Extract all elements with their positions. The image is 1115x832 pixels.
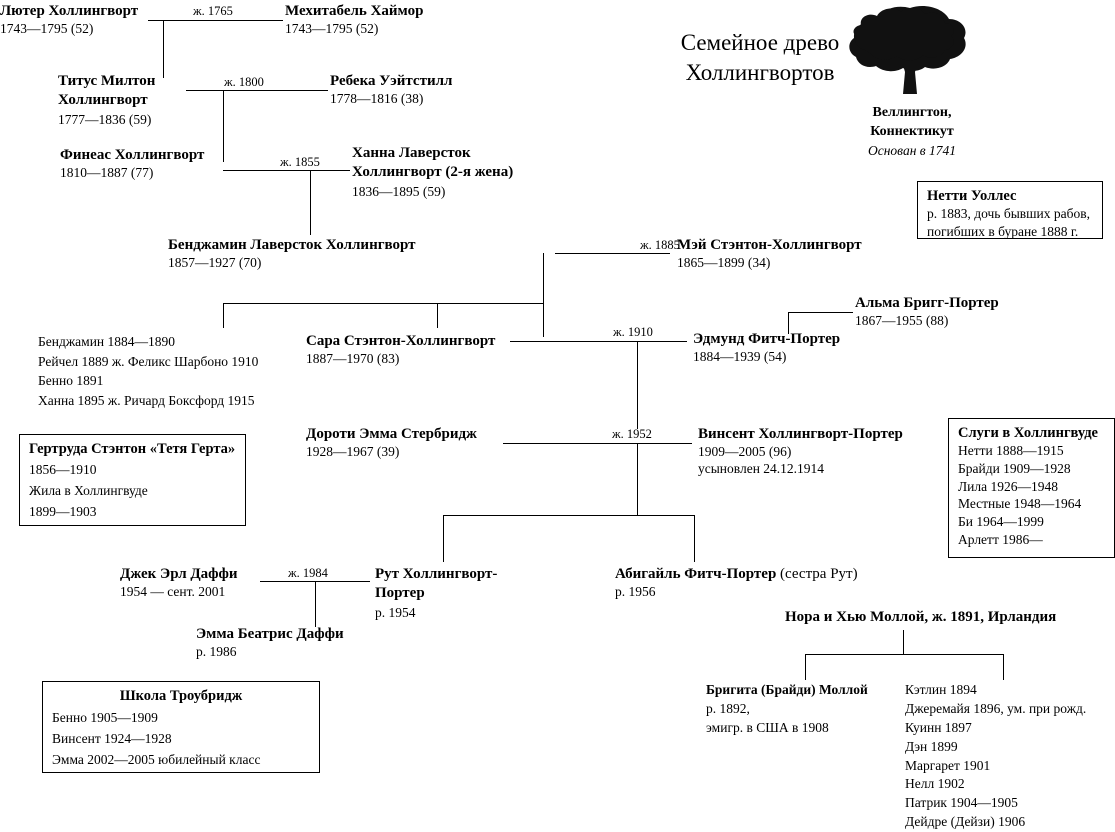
- box-line: р. 1883, дочь бывших рабов,: [927, 206, 1091, 221]
- person-name: Эдмунд Фитч-Портер: [693, 331, 841, 347]
- person-name: Мехитабель Хаймор: [285, 3, 424, 19]
- person-name: Рут Холлингворт-: [375, 566, 498, 582]
- person-name: Нора и Хью Моллой, ж. 1891, Ирландия: [785, 609, 1057, 625]
- person-dates: 1810—1887 (77): [60, 164, 154, 180]
- list-item: Дэн 1899: [905, 738, 958, 754]
- person-name: Дороти Эмма Стербридж: [306, 426, 477, 442]
- marriage-dorothy-vincent-label: ж. 1952: [612, 427, 652, 441]
- connector: [443, 515, 695, 516]
- box-line: 1899—1903: [29, 503, 97, 519]
- list-item: Джеремайя 1896, ум. при рожд.: [905, 700, 1087, 716]
- marriage-jack-ruth-label: ж. 1984: [288, 566, 328, 580]
- person-dates: 1778—1816 (38): [330, 90, 424, 106]
- person-name: Мэй Стэнтон-Холлингворт: [677, 237, 862, 253]
- person-sarah-stanton-hollingworth: [306, 332, 495, 368]
- box-line: 1856—1910: [29, 462, 97, 477]
- person-name: Винсент Холлингворт-Портер: [698, 426, 903, 442]
- list-item: Кэтлин 1894: [905, 682, 977, 697]
- person-dates: 1867—1955 (88): [855, 312, 949, 328]
- list-item: Рейчел 1889 ж. Феликс Шарбоно 1910: [38, 353, 259, 369]
- connector: [223, 90, 224, 162]
- molloy-child-bridget: [706, 681, 868, 738]
- person-dates: 1887—1970 (83): [306, 350, 400, 366]
- list-item: Бенджамин 1884—1890: [38, 334, 176, 349]
- troubridge-school-box: [42, 681, 320, 773]
- person-name: Джек Эрл Даффи: [120, 566, 238, 582]
- person-dates: 1909—2005 (96): [698, 443, 792, 459]
- box-line: Винсент 1924—1928: [52, 730, 172, 746]
- person-mehitabel-himore: [285, 2, 423, 38]
- list-item: Ханна 1895 ж. Ричард Боксфорд 1915: [38, 392, 255, 408]
- connector: [186, 90, 328, 91]
- list-item: Куинн 1897: [905, 719, 972, 735]
- list-item: Дейдре (Дейзи) 1906: [905, 814, 1026, 830]
- person-alma-brigg-porter: [855, 294, 999, 330]
- connector: [637, 341, 638, 429]
- person-name-line2: Портер: [375, 584, 425, 601]
- nettie-wallace-box: [917, 181, 1103, 239]
- box-title: Слуги в Холлингвуде: [958, 425, 1098, 441]
- list-item: Патрик 1904—1905: [905, 795, 1018, 811]
- person-rebecca-waitstill: [330, 72, 452, 108]
- box-line: Местные 1948—1964: [958, 496, 1082, 512]
- servants-box: [948, 418, 1115, 558]
- person-benjamin-laverstock-hollingworth: [168, 236, 416, 272]
- person-edmund-fitch-porter: [693, 330, 840, 366]
- person-name: Лютер Холлингворт: [0, 3, 139, 19]
- person-dates: 1954 — сент. 2001: [120, 583, 226, 599]
- person-dates: 1928—1967 (39): [306, 443, 400, 459]
- person-vincent-hollingworth-porter: [698, 425, 903, 478]
- connector: [437, 303, 438, 328]
- marriage-benjamin-may-label: ж. 1885: [640, 238, 680, 252]
- connector: [805, 654, 1003, 655]
- person-name: Альма Бригг-Портер: [855, 295, 999, 311]
- person-name-line2: Холлингворт (2-я жена): [352, 163, 514, 180]
- connector: [788, 312, 853, 313]
- connector: [148, 20, 283, 21]
- person-note: эмигр. в США в 1908: [706, 719, 829, 735]
- person-hannah-laverstock: [352, 144, 513, 200]
- box-title: Школа Троубридж: [119, 688, 243, 704]
- marriage-phineas-hannah-label: ж. 1855: [280, 155, 320, 169]
- place-line1: Веллингтон,: [872, 105, 952, 120]
- place-label: [842, 104, 982, 160]
- marriage-titus-rebecca-label: ж. 1800: [224, 75, 264, 89]
- molloy-children-list: [905, 681, 1086, 832]
- person-dates: р. 1956: [615, 583, 656, 599]
- box-title: Нетти Уоллес: [927, 188, 1017, 204]
- connector: [223, 303, 543, 304]
- connector: [903, 630, 904, 654]
- page-title-line1: Семейное древо: [680, 30, 840, 55]
- page-title-line2: Холлингвортов: [685, 59, 835, 85]
- box-line: Нетти 1888—1915: [958, 443, 1064, 458]
- person-name: Бригита (Брайди) Моллой: [706, 682, 868, 697]
- person-dates: р. 1892,: [706, 700, 750, 716]
- box-line: Эмма 2002—2005 юбилейный класс: [52, 751, 261, 767]
- person-dates: р. 1954: [375, 604, 416, 620]
- connector: [805, 654, 806, 680]
- person-name: Сара Стэнтон-Холлингворт: [306, 333, 496, 349]
- connector: [637, 443, 638, 515]
- marriage-luther-mehitabel-label: ж. 1765: [193, 4, 233, 18]
- box-line: Бенно 1905—1909: [52, 710, 158, 725]
- connector: [223, 170, 350, 171]
- person-dates: 1743—1795 (52): [0, 20, 94, 36]
- person-name: Эмма Беатрис Даффи: [196, 626, 344, 642]
- person-dates: 1865—1899 (34): [677, 254, 771, 270]
- person-luther-hollingworth: [0, 2, 138, 38]
- person-name: Финеас Холлингворт: [60, 147, 205, 163]
- connector: [694, 515, 695, 562]
- connector: [223, 303, 224, 328]
- person-emma-beatrice-duffy: [196, 625, 344, 661]
- person-dates: 1743—1795 (52): [285, 20, 379, 36]
- gertrude-stanton-box: [19, 434, 246, 526]
- person-dates: р. 1986: [196, 643, 237, 659]
- place-founded: Основан в 1741: [867, 142, 956, 158]
- list-item: Нелл 1902: [905, 776, 965, 792]
- oak-tree-icon: [845, 2, 975, 94]
- person-dorothy-emma-sturbridge: [306, 425, 477, 461]
- person-name: Ханна Лаверсток: [352, 145, 471, 161]
- person-name: Ребека Уэйтстилл: [330, 73, 453, 89]
- benjamin-children-list: [38, 332, 258, 410]
- box-line: Арлетт 1986—: [958, 532, 1043, 548]
- person-name: [615, 565, 858, 584]
- list-item: Маргарет 1901: [905, 757, 991, 773]
- connector: [163, 20, 164, 78]
- connector: [315, 581, 316, 627]
- box-line: Жила в Холлингвуде: [29, 482, 148, 498]
- box-title: Гертруда Стэнтон «Тетя Герта»: [29, 441, 236, 457]
- person-phineas-hollingworth: [60, 146, 204, 182]
- box-line: погибших в буране 1888 г.: [927, 223, 1079, 239]
- connector: [555, 253, 670, 254]
- person-abigail-fitch-porter: [615, 565, 858, 601]
- person-dates: 1884—1939 (54): [693, 348, 787, 364]
- person-note: (сестра Рут): [780, 566, 858, 582]
- person-name-line2: Холлингворт: [58, 91, 148, 108]
- connector: [503, 443, 692, 444]
- person-name-text: Абигайль Фитч-Портер: [615, 566, 777, 582]
- list-item: Бенно 1891: [38, 373, 104, 389]
- person-may-stanton-hollingworth: [677, 236, 862, 272]
- connector: [510, 341, 687, 342]
- connector: [443, 515, 444, 562]
- box-line: Брайди 1909—1928: [958, 460, 1071, 476]
- person-name: Титус Милтон: [58, 73, 156, 89]
- person-ruth-hollingworth-porter: [375, 565, 497, 621]
- marriage-sarah-edmund-label: ж. 1910: [613, 325, 653, 339]
- connector: [1003, 654, 1004, 680]
- person-dates: 1777—1836 (59): [58, 111, 152, 127]
- person-name: Бенджамин Лаверсток Холлингворт: [168, 237, 416, 253]
- connector: [310, 170, 311, 235]
- person-note: усыновлен 24.12.1914: [698, 460, 825, 476]
- connector: [543, 253, 544, 337]
- person-jack-earl-duffy: [120, 565, 238, 601]
- person-dates: 1857—1927 (70): [168, 254, 262, 270]
- place-line2: Коннектикут: [870, 123, 954, 139]
- box-line: Би 1964—1999: [958, 514, 1044, 530]
- person-titus-hollingworth: [58, 72, 155, 128]
- person-dates: 1836—1895 (59): [352, 183, 446, 199]
- person-nora-and-hugh-molloy: [785, 608, 1056, 627]
- box-line: Лила 1926—1948: [958, 478, 1058, 494]
